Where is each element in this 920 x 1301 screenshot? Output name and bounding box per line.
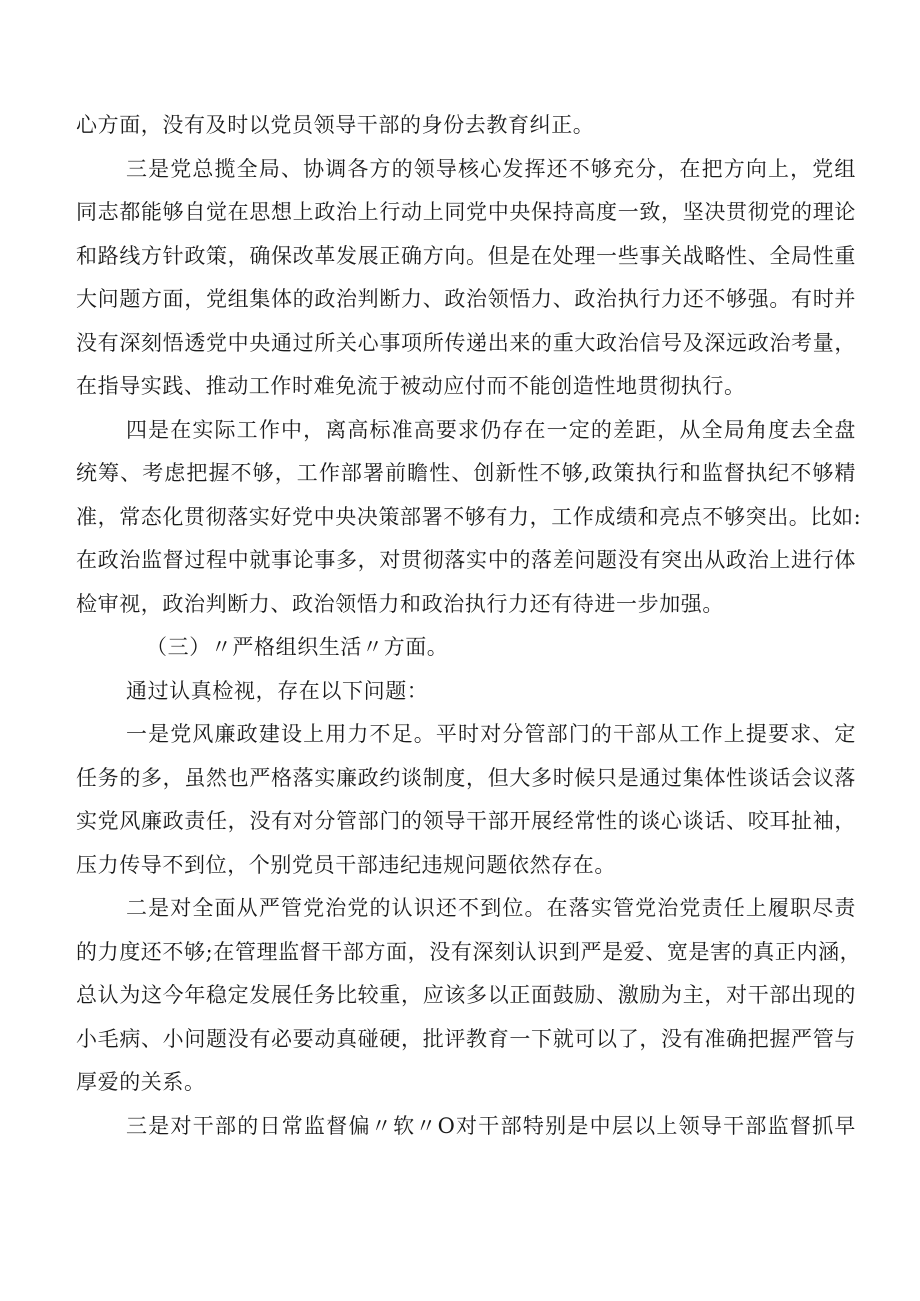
- para-item-one-integrity: [76, 713, 856, 887]
- text-line: 统筹、考虑把握不够，工作部署前瞻性、创新性不够,政策执行和监督执纪不够精: [76, 461, 856, 485]
- para-item-two-strict-governance: [76, 887, 862, 1105]
- text-line: 心方面，没有及时以党员领导干部的身份去教育纠正。: [76, 113, 595, 137]
- text-line: 实党风廉政责任，没有对分管部门的领导干部开展经常性的谈心谈话、咬耳扯袖，: [76, 809, 856, 833]
- text-line: 三是对干部的日常监督偏〃软〃O对干部特别是中层以上领导干部监督抓早: [126, 1113, 856, 1138]
- text-line: 压力传导不到位，个别党员干部违纪违规问题依然存在。: [76, 852, 616, 877]
- text-line: 通过认真检视，存在以下问题：: [126, 678, 429, 703]
- text-line: 大问题方面，党组集体的政治判断力、政治领悟力、政治执行力还不够强。有时并: [76, 287, 856, 311]
- section-heading-text: （三）〃严格组织生活〃方面。: [146, 635, 449, 659]
- para-item-three-leadership: [76, 148, 856, 409]
- text-line: 总认为这今年稳定发展任务比较重，应该多以正面鼓励、激励为主，对干部出现的: [76, 983, 856, 1007]
- text-line: 同志都能够自觉在思想上政治上行动上同党中央保持高度一致，坚决贯彻党的理论: [76, 200, 856, 224]
- para-intro-problems: [76, 670, 856, 714]
- text-line: 在指导实践、推动工作时难免流于被动应付而不能创造性地贯彻执行。: [76, 374, 746, 398]
- para-cont-education: [76, 104, 856, 148]
- document-body: [76, 104, 862, 1148]
- text-line: 厚爱的关系。: [76, 1070, 206, 1094]
- text-line: 任务的多，虽然也严格落实廉政约谈制度，但大多时候只是通过集体性谈话会议落: [76, 765, 856, 790]
- text-line: 小毛病、小问题没有必要动真碰硬，批评教育一下就可以了，没有准确把握严管与: [76, 1026, 856, 1051]
- text-line: 一是党风廉政建设上用力不足。平时对分管部门的干部从工作上提要求、定: [126, 722, 856, 746]
- text-line: 准，常态化贯彻落实好党中央决策部署不够有力，工作成绩和亮点不够突出。比如:: [76, 504, 862, 529]
- text-line: 四是在实际工作中，离高标准高要求仍存在一定的差距，从全局角度去全盘: [126, 417, 856, 442]
- text-line: 在政治监督过程中就事论事多，对贯彻落实中的落差问题没有突出从政治上进行体: [76, 548, 856, 572]
- text-line: 和路线方针政策，确保改革发展正确方向。但是在处理一些事关战略性、全局性重: [76, 243, 856, 268]
- section-heading-three: [76, 626, 856, 670]
- text-line: 二是对全面从严管党治党的认识还不到位。在落实管党治党责任上履职尽责: [126, 896, 856, 920]
- para-item-three-supervision: [76, 1105, 856, 1149]
- text-line: 没有深刻悟透党中央通过所关心事项所传递出来的重大政治信号及深远政治考量，: [76, 330, 856, 355]
- para-item-four-practice: [76, 409, 862, 627]
- text-line: 的力度还不够;在管理监督干部方面，没有深刻认识到严是爱、宽是害的真正内涵，: [76, 939, 862, 964]
- text-line: 三是党总揽全局、协调各方的领导核心发挥还不够充分，在把方向上，党组: [126, 156, 856, 181]
- text-line: 检审视，政治判断力、政治领悟力和政治执行力还有待进一步加强。: [76, 591, 724, 616]
